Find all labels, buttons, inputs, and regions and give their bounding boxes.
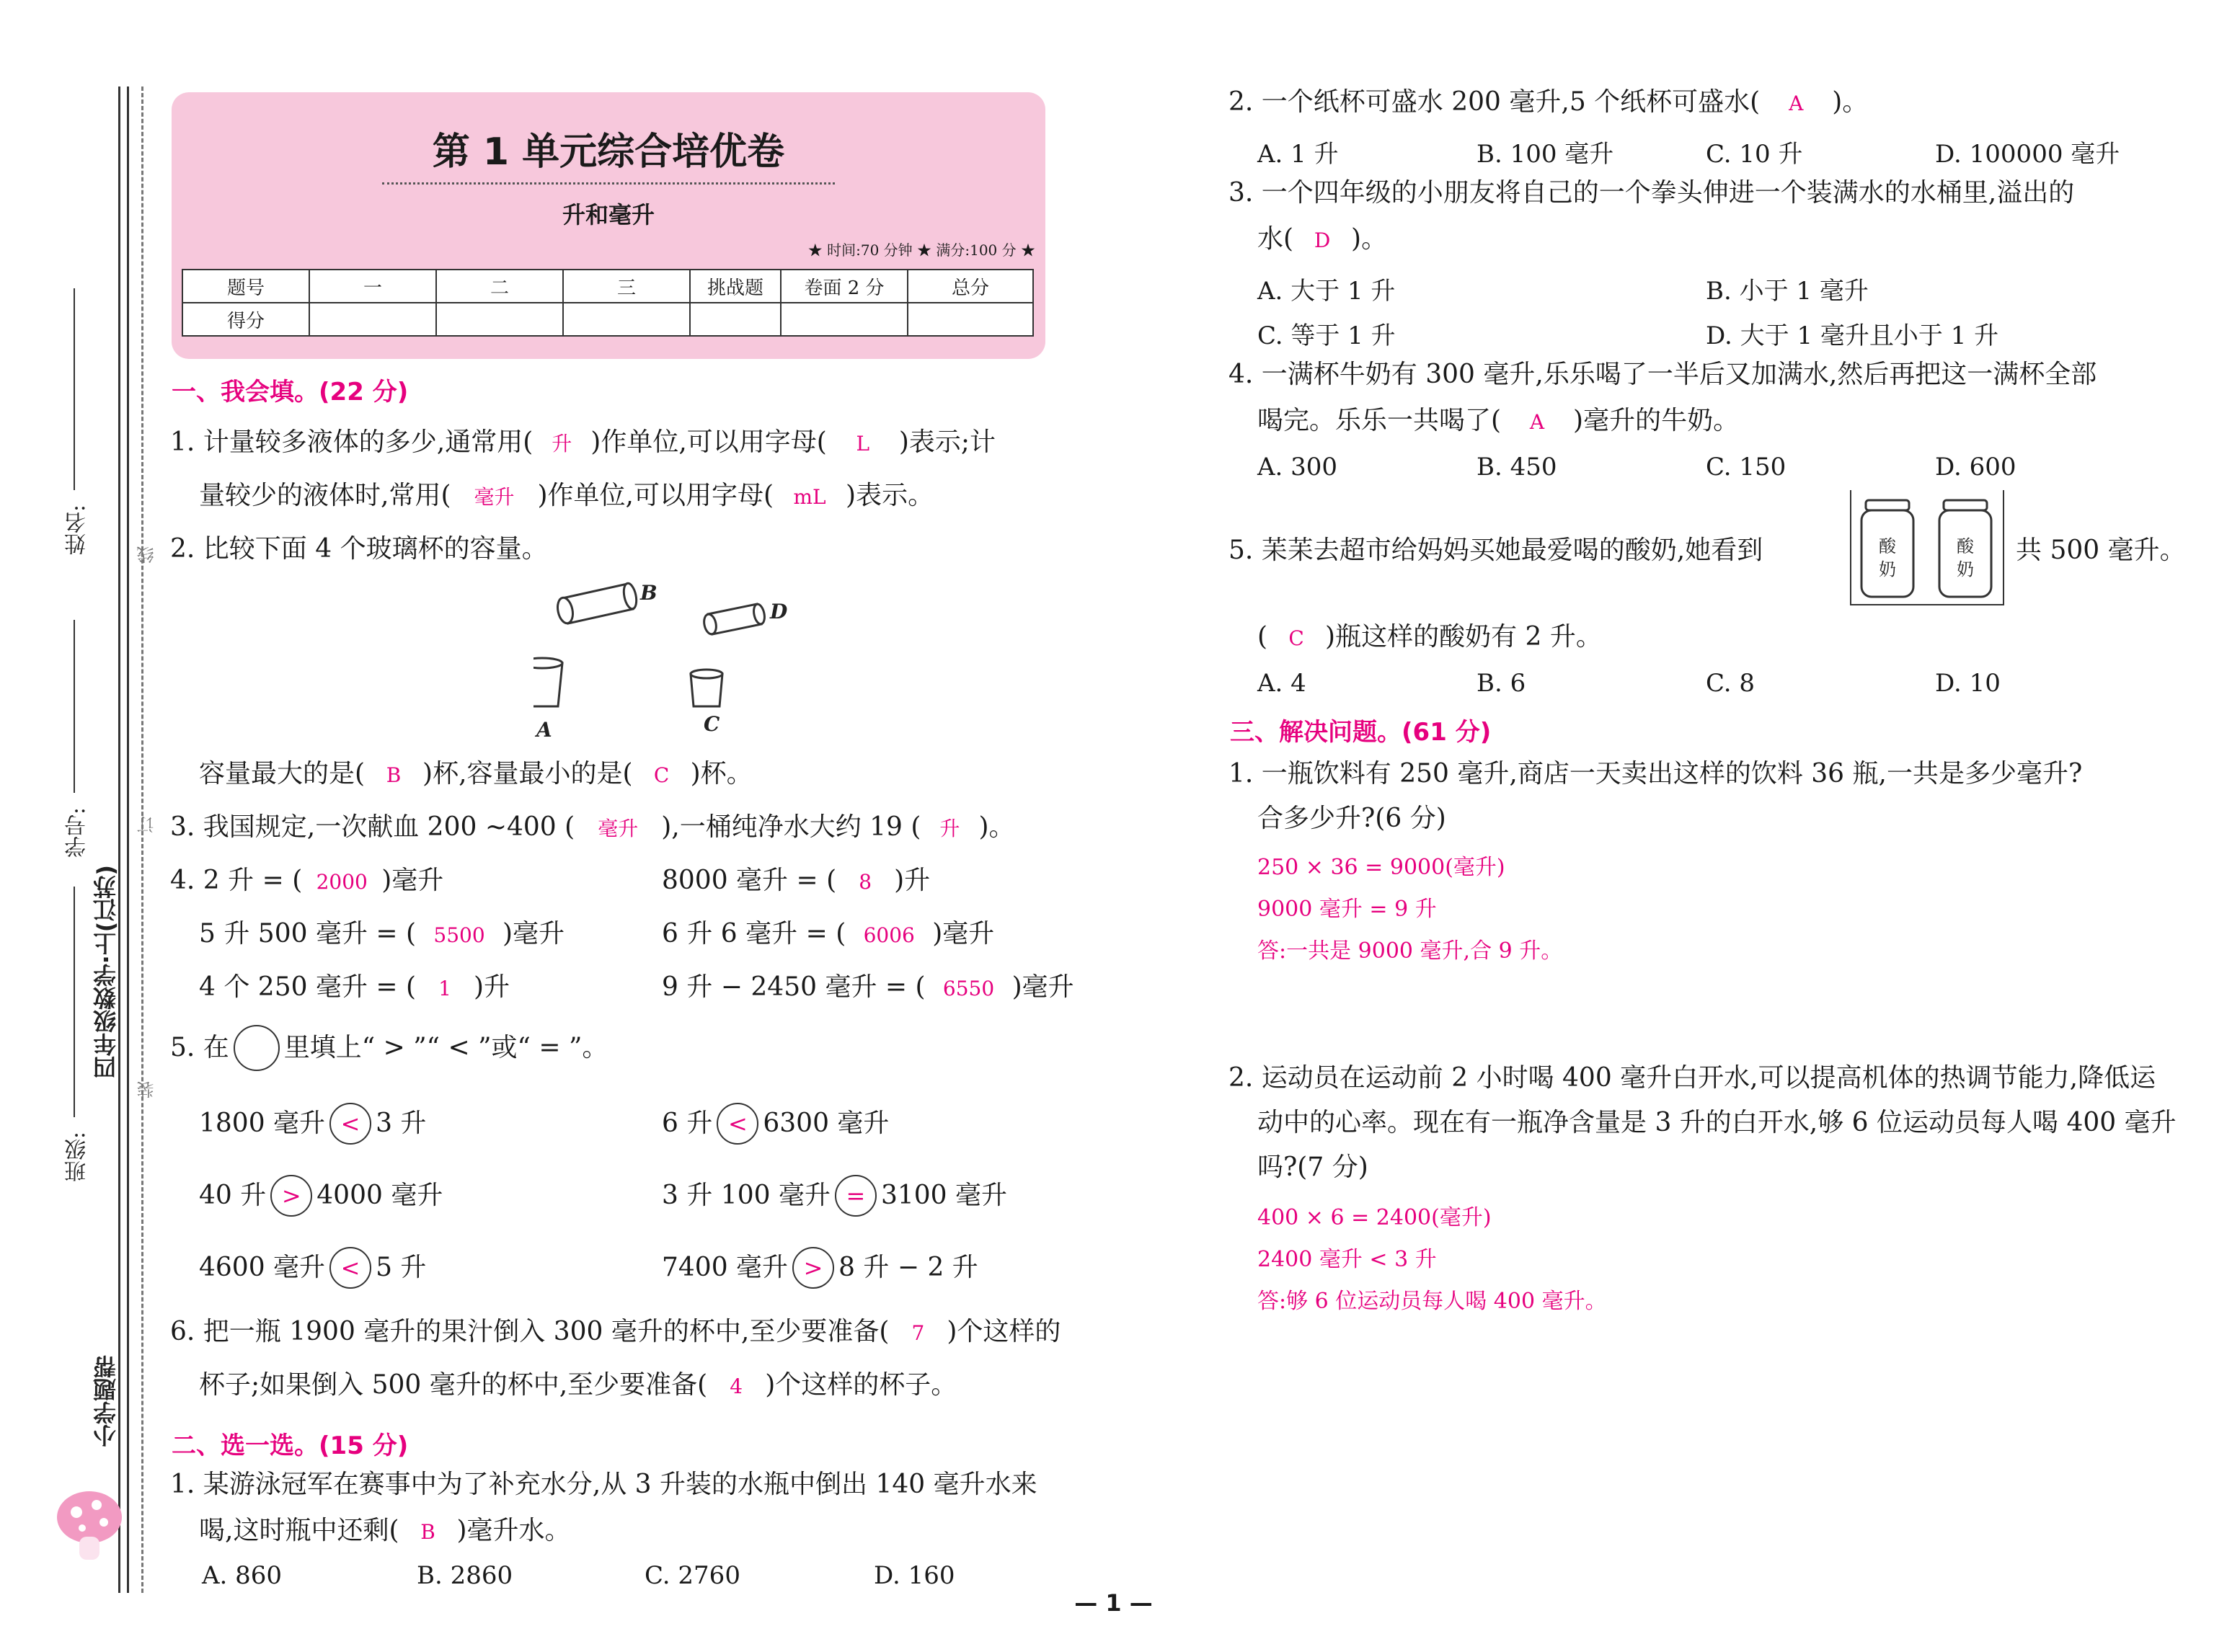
question-2-1: 1. 某游泳冠军在赛事中为了补充水分,从 3 升装的水瓶中倒出 140 毫升水来 <box>170 1470 1037 1499</box>
answer: C <box>653 763 670 787</box>
option-d: D. 100000 毫升 <box>1935 140 2120 169</box>
cup-label-c: C <box>704 712 720 736</box>
binding-margin <box>0 0 166 1652</box>
section-heading: 一、我会填。(22 分) <box>172 378 409 407</box>
table-cell: 得分 <box>182 303 309 336</box>
compare-item: 3 升 100 毫升 = 3100 毫升 <box>662 1175 1007 1217</box>
brand-label: 小学题帮 <box>92 1355 120 1447</box>
cup-label-d: D <box>770 600 788 623</box>
answer: 6006 <box>863 923 915 947</box>
question-2-2: 2. 一个纸杯可盛水 200 毫升,5 个纸杯可盛水( A )。 <box>1228 87 1869 117</box>
name-label: 姓名: <box>65 505 90 556</box>
option-d: D. 大于 1 毫升且小于 1 升 <box>1706 321 1999 350</box>
bind-mark: 装 <box>137 1081 157 1098</box>
question-3-2-line3: 吗?(7 分) <box>1257 1153 1368 1182</box>
option-a: A. 大于 1 升 <box>1257 277 1396 306</box>
glass-cups-figure <box>533 569 807 742</box>
question-1-6-line2: 杯子;如果倒入 500 毫升的杯中,至少要准备( 4 )个这样的杯子。 <box>199 1370 957 1400</box>
table-cell: 挑战题 <box>690 270 781 303</box>
page-number: — 1 — <box>1074 1589 1153 1617</box>
question-2-4-line2: 喝完。乐乐一共喝了( A )毫升的牛奶。 <box>1257 406 1740 435</box>
score-table-score-row <box>182 303 1033 336</box>
book-label: 四年级数学·上(江苏) <box>92 865 120 1080</box>
score-cell[interactable] <box>563 303 690 336</box>
jar-label: 酸 <box>1879 536 1896 556</box>
title-divider <box>382 182 835 185</box>
circle-blank-icon <box>234 1025 280 1071</box>
answer: 6550 <box>942 977 995 1000</box>
option-d: D. 160 <box>874 1561 955 1590</box>
score-cell[interactable] <box>690 303 781 336</box>
answer: 毫升 <box>474 485 515 509</box>
answer: 2000 <box>316 870 368 894</box>
class-blank <box>74 887 75 1117</box>
exam-header <box>172 92 1045 359</box>
solution-answer: 答:够 6 位运动员每人喝 400 毫升。 <box>1257 1289 1607 1314</box>
table-cell: 总分 <box>908 270 1033 303</box>
compare-answer: > <box>270 1175 312 1217</box>
option-c: C. 2760 <box>645 1561 740 1590</box>
compare-answer: < <box>329 1247 371 1289</box>
answer: C <box>1288 626 1304 650</box>
compare-item: 40 升 > 4000 毫升 <box>199 1175 443 1217</box>
answer: mL <box>793 485 826 509</box>
solution-answer: 答:一共是 9000 毫升,合 9 升。 <box>1257 938 1563 964</box>
question-1-5: 5. 在 里填上“ > ”“ < ”或“ = ”。 <box>170 1025 608 1071</box>
question-3-1: 1. 一瓶饮料有 250 毫升,商店一天卖出这样的饮料 36 瓶,一共是多少毫升? <box>1228 759 2083 789</box>
jar-label: 奶 <box>1879 559 1896 579</box>
compare-item: 1800 毫升 < 3 升 <box>199 1103 426 1145</box>
solution-line: 9000 毫升 = 9 升 <box>1257 897 1437 922</box>
margin-rule <box>127 86 129 1593</box>
option-c: C. 150 <box>1706 453 1787 481</box>
score-cell[interactable] <box>309 303 436 336</box>
page-title: 第 1 单元综合培优卷 <box>432 130 785 174</box>
question-1-6: 6. 把一瓶 1900 毫升的果汁倒入 300 毫升的杯中,至少要准备( 7 )个这样的 <box>170 1317 1061 1346</box>
question-2-4: 4. 一满杯牛奶有 300 毫升,乐乐喝了一半后又加满水,然后再把这一满杯全部 <box>1228 360 2097 389</box>
question-3-2: 2. 运动员在运动前 2 小时喝 400 毫升白开水,可以提高机体的热调节能力,降低运 <box>1228 1063 2156 1093</box>
answer: 4 <box>730 1375 743 1398</box>
option-d: D. 10 <box>1935 669 2001 698</box>
option-c: C. 8 <box>1706 669 1756 698</box>
answer: 毫升 <box>598 817 639 840</box>
question-2-3: 3. 一个四年级的小朋友将自己的一个拳头伸进一个装满水的水桶里,溢出的 <box>1228 178 2075 208</box>
answer: A <box>1789 92 1804 115</box>
jar-label: 奶 <box>1957 559 1974 579</box>
question-1-4-item: 6 升 6 毫升 = ( 6006 )毫升 <box>662 919 995 949</box>
class-label: 班级: <box>65 1132 90 1183</box>
exam-meta: ★ 时间:70 分钟 ★ 满分:100 分 ★ <box>807 241 1035 259</box>
answer: 1 <box>438 977 451 1000</box>
answer: 5500 <box>433 923 485 947</box>
name-blank <box>74 288 75 490</box>
compare-item: 4600 毫升 < 5 升 <box>199 1247 426 1289</box>
solution-line: 400 × 6 = 2400(毫升) <box>1257 1205 1492 1230</box>
page-subtitle: 升和毫升 <box>562 201 655 228</box>
question-3-1-line2: 合多少升?(6 分) <box>1257 804 1446 833</box>
cut-line <box>141 86 143 1593</box>
number-blank <box>74 620 75 793</box>
option-a: A. 1 升 <box>1257 140 1339 169</box>
table-cell: 二 <box>436 270 563 303</box>
score-table-header-row <box>182 270 1033 303</box>
cup-label-b: B <box>640 581 658 605</box>
bind-mark: 线 <box>137 546 157 564</box>
option-b: B. 450 <box>1476 453 1557 481</box>
option-b: B. 6 <box>1476 669 1526 698</box>
answer: B <box>420 1520 435 1544</box>
question-1-4-item: 8000 毫升 = ( 8 )升 <box>662 866 931 895</box>
question-1-2-answer-line: 容量最大的是( B )杯,容量最小的是( C )杯。 <box>199 759 753 789</box>
score-table <box>182 269 1034 337</box>
option-a: A. 300 <box>1257 453 1338 481</box>
question-1-1: 1. 计量较多液体的多少,通常用( 升 )作单位,可以用字母( L )表示;计 <box>170 427 996 457</box>
question-1-4-item: 5 升 500 毫升 = ( 5500 )毫升 <box>199 919 565 949</box>
option-a: A. 860 <box>202 1561 283 1590</box>
solution-line: 2400 毫升 < 3 升 <box>1257 1247 1437 1272</box>
question-1-4-item: 4. 2 升 = ( 2000 )毫升 <box>170 866 444 895</box>
compare-item: 6 升 < 6300 毫升 <box>662 1103 889 1145</box>
question-2-5: 5. 苿苿去超市给妈妈买她最爱喝的酸奶,她看到 <box>1228 536 1763 565</box>
answer: 7 <box>911 1321 925 1345</box>
compare-answer: = <box>835 1175 877 1217</box>
compare-answer: < <box>717 1103 758 1145</box>
question-1-2: 2. 比较下面 4 个玻璃杯的容量。 <box>170 534 548 564</box>
mushroom-logo-icon <box>53 1485 125 1564</box>
compare-item: 7400 毫升 > 8 升 − 2 升 <box>662 1247 978 1289</box>
solution-line: 250 × 36 = 9000(毫升) <box>1257 855 1505 880</box>
question-1-4-item: 4 个 250 毫升 = ( 1 )升 <box>199 972 510 1002</box>
yogurt-jars-figure <box>1850 490 2004 605</box>
score-cell[interactable] <box>781 303 908 336</box>
option-d: D. 600 <box>1935 453 2016 481</box>
answer: 8 <box>859 870 872 894</box>
question-2-1-line2: 喝,这时瓶中还剩( B )毫升水。 <box>199 1516 571 1545</box>
option-b: B. 小于 1 毫升 <box>1706 277 1869 306</box>
bind-mark: 订 <box>137 816 157 833</box>
cup-label-a: A <box>536 718 552 742</box>
answer: D <box>1314 228 1331 252</box>
score-cell[interactable] <box>436 303 563 336</box>
answer: 升 <box>939 817 960 840</box>
answer: A <box>1529 410 1545 434</box>
option-c: C. 等于 1 升 <box>1257 321 1396 350</box>
compare-answer: < <box>329 1103 371 1145</box>
option-b: B. 100 毫升 <box>1476 140 1614 169</box>
option-c: C. 10 升 <box>1706 140 1803 169</box>
compare-answer: > <box>792 1247 834 1289</box>
jar-label: 酸 <box>1957 536 1974 556</box>
question-1-3: 3. 我国规定,一次献血 200 ~400 ( 毫升 ),一桶纯净水大约 19 ( 升 )。 <box>170 812 1015 842</box>
question-1-4-item: 9 升 − 2450 毫升 = ( 6550 )毫升 <box>662 972 1074 1002</box>
answer: 升 <box>552 432 572 456</box>
table-cell: 一 <box>309 270 436 303</box>
question-2-5-tail: 共 500 毫升。 <box>2016 536 2186 565</box>
question-3-2-line2: 动中的心率。现在有一瓶净含量是 3 升的白开水,够 6 位运动员每人喝 400 毫升 <box>1257 1108 2177 1137</box>
section-heading: 二、选一选。(15 分) <box>172 1431 409 1460</box>
answer: L <box>856 432 870 456</box>
option-a: A. 4 <box>1257 669 1306 698</box>
question-1-1-line2: 量较少的液体时,常用( 毫升 )作单位,可以用字母( mL )表示。 <box>199 481 934 510</box>
table-cell: 卷面 2 分 <box>781 270 908 303</box>
number-label: 学号: <box>65 807 90 858</box>
table-cell: 三 <box>563 270 690 303</box>
question-2-3-line2: 水( D )。 <box>1257 224 1388 254</box>
table-cell: 题号 <box>182 270 309 303</box>
score-cell[interactable] <box>908 303 1033 336</box>
option-b: B. 2860 <box>417 1561 513 1590</box>
section-heading: 三、解决问题。(61 分) <box>1230 718 1492 747</box>
answer: B <box>386 763 402 787</box>
question-2-5-line2: ( C )瓶这样的酸奶有 2 升。 <box>1257 622 1602 652</box>
